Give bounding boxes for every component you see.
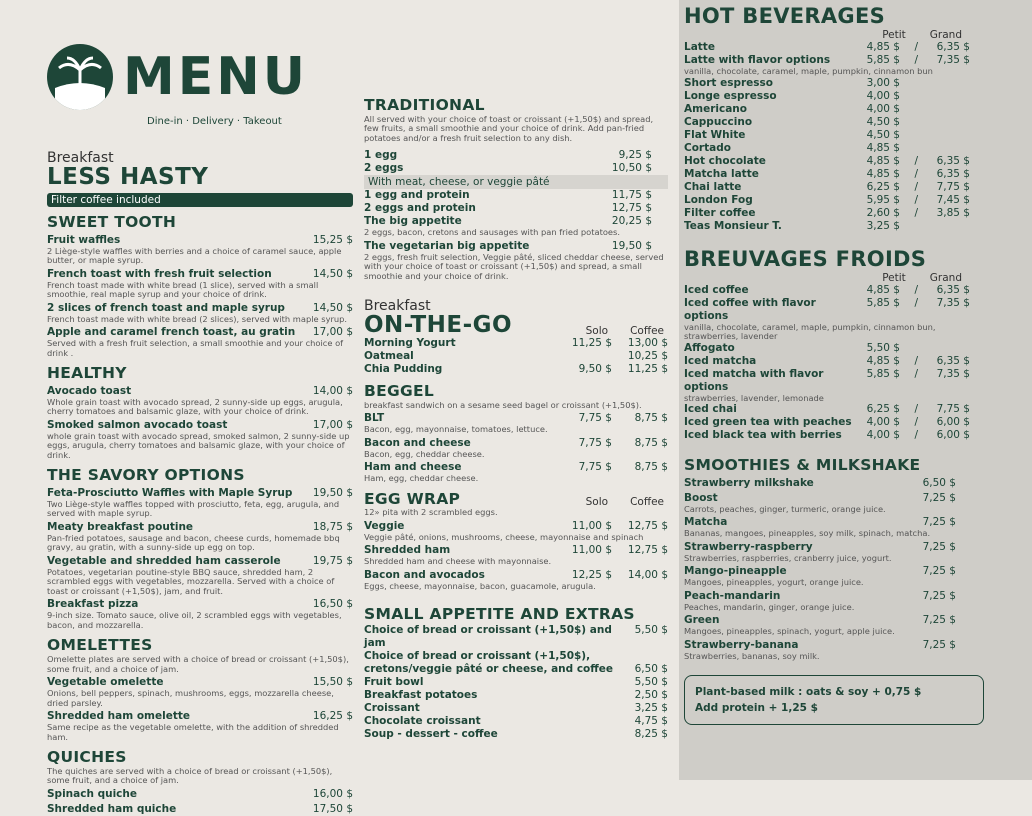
menu-item: Ham and cheese 7,75 $ 8,75 $ Ham, egg, cheddar cheese. (364, 461, 668, 484)
item-price: 7,25 $ (922, 540, 956, 553)
price-grand: 7,35 $ (936, 367, 970, 380)
smoothie-item: Matcha 7,25 $ Bananas, mangoes, pineapples, soy milk, spinach, matcha. (684, 516, 970, 539)
left-column: MENU Dine-in · Delivery · Takeout Breakfast LESS HASTY Filter coffee included SWEET TOOTH Fruit waffles 15,25 $ 2 Liège-style waffles with berries and a choice of caramel sauce, apple butter, or maple syrup. French toast with fresh fruit selection 14,50 $ French toast made with white bread (1 slice), served with a small smoothie, real maple syrup and your choice of drink. 2 slices of french toast and maple syrup 14,50 $ French toast made with white bread (2 slices), served with maple syrup. Apple and caramel french toast, au gratin 17,00 $ Served with a fresh fruit selection, a small smoothie and your choice of drink . HEALTHY Avocado toast 14,00 $ Whole grain toast with avocado spread, 2 sunny-side up eggs, arugula, cherry tomatoes and balsamic glaze, with your choice of drink. Smoked salmon avocado toast 17,00 $ whole grain toast with avocado spread, smoked salmon, 2 sunny-side up eggs, arugula, cherry tomatoes and balsamic glaze, with your choice of drink. THE SAVORY OPTIONS Feta-Prosciutto Waffles with Maple Syrup 19,50 $ Two Liège-style waffles topped with prosciutto, feta, egg, arugula, and served with maple syrup. Meaty breakfast poutine 18,75 $ Pan-fried potatoes, sausage and bacon, cheese curds, homemade bbq gravy, au gratin, with a sunny-side up egg on top. Vegetable and shredded ham casserole 19,75 $ Potatoes, vegetarian poutine-style BBQ sauce, shredded ham, 2 scrambled eggs with vegetables, mozzarella. Served with a choice of toast or croissant (+1,50$), jam, and fruit. Breakfast pizza 16,50 $ 9-inch size. Tomato sauce, olive oil, 2 scrambled eggs with vegetables, bacon, and mozzarella. OMELETTES Omelette plates are served with a choice of bread or croissant (+1,50$), some fruit, and a choice of jam. Vegetable omelette 15,50 $ Onions, bell peppers, spinach, mushrooms, eggs, mozzarella cheese, dried parsley. Shredded ham omelette 16,25 $ Same recipe as the vegetable omelette, with the addition of shredded ham. QUICHES The quiches are served with a choice of bread or croissant (+1,50$), some fruit, and a choice of jam. Spinach quiche 16,00 $ Shredded ham quiche 17,50 $ (47, 0, 353, 816)
filter-coffee-bar: Filter coffee included (47, 193, 353, 207)
hot-list (684, 41, 970, 233)
item-name: London Fog (684, 193, 753, 206)
savory-title: THE SAVORY OPTIONS (47, 466, 245, 485)
item-name: Strawberry-banana (684, 638, 799, 651)
menu-item (47, 788, 353, 801)
item-price: 7,25 $ (922, 638, 956, 651)
price-grand: 7,75 $ (936, 180, 970, 193)
small-title: SMALL APPETITE AND EXTRAS (364, 605, 635, 624)
item-name: Spinach quiche (47, 787, 138, 800)
menu-item: Morning Yogurt 11,25 $ 13,00 $ (364, 337, 668, 350)
beverage-item (684, 129, 970, 142)
menu-item: French toast with fresh fruit selection 14,50 $ French toast made with white bread (1 slice), served with a small smoothie, real maple syrup and your choice of drink. (47, 267, 353, 300)
item-name: Peach-mandarin (684, 589, 781, 602)
item-price: 17,00 $ (312, 326, 353, 339)
price-petit: 5,85 $ (866, 54, 900, 67)
menu-item: 2 slices of french toast and maple syrup 14,50 $ French toast made with white bread (2 slices), served with maple syrup. (47, 301, 353, 324)
middle-column: TRADITIONAL All served with your choice of toast or croissant (+1,50$) and spread, few fruits, a small smoothie and your choice of drink. Add pan-fried potatoes and/or a fresh fruit selection to any dish. 1 egg 9,25 $ 2 eggs 10,50 $ With meat, cheese, or veggie pâté 1 egg and protein 11,75 $ 2 eggs and protein 12,75 $ The big appetite 20,25 $ 2 eggs, bacon, cretons and sausages with pan fried potatoes. The vegetarian big appetite 19,50 $ 2 eggs, fresh fruit selection, Veggie pâté, sliced cheddar cheese, served with your choice of toast or croissant (+1,50$) and spread, a small smoothie and your choice of drink. Breakfast ON-THE-GO Solo Coffee Morning Yogurt 11,25 $ 13,00 $ Oatmeal 10,25 $ Chia Pudding 9,50 $ 11,25 $ BEGGEL breakfast sandwich on a sesame seed bagel or croissant (+1,50$). BLT 7,75 $ 8,75 $ Bacon, egg, mayonnaise, tomatoes, lettuce. Bacon and cheese 7,75 $ 8,75 $ Bacon, egg, cheddar cheese. Ham and cheese 7,75 $ 8,75 $ Ham, egg, cheddar cheese. EGG WRAP Solo Coffee 12» pita with 2 scrambled eggs. Veggie 11,00 $ 12,75 $ Veggie pâté, onions, mushrooms, cheese, mayonnaise and spinach Shredded ham 11,00 $ 12,75 $ Shredded ham and cheese with mayonnaise. Bacon and avocados 12,25 $ 14,00 $ Eggs, cheese, mayonnaise, bacon, guacamole, arugula. SMALL APPETITE AND EXTRAS Choice of bread or croissant (+1,50$) and jam 5,50 $ Choice of bread or croissant (+1,50$), cretons/veggie pâté or cheese, and coffee 6,50 $ Fruit bowl 5,50 $ Breakfast potatoes 2,50 $ Croissant 3,25 $ Chocolate croissant 4,75 $ Soup - dessert - coffee 8,25 $ (364, 96, 668, 741)
price-petit: 2,60 $ (866, 206, 900, 219)
menu-item: Croissant 3,25 $ (364, 702, 668, 715)
beverage-item: Iced matcha 4,85 $ / 6,35 $ (684, 354, 970, 367)
beverage-item: Latte with flavor options 5,85 $ / 7,35 $ vanilla, chocolate, caramel, maple, pumpkin, cinnamon bun (684, 54, 970, 77)
cold-list (684, 284, 970, 443)
smoothie-item: Strawberry-banana 7,25 $ Strawberries, bananas, soy milk. (684, 639, 970, 662)
menu-item: Smoked salmon avocado toast 17,00 $ whole grain toast with avocado spread, smoked salmon, 2 sunny-side up eggs, arugula, cherry tomatoes and balsamic glaze, with your choice of drink. (47, 418, 353, 460)
sweet-title: SWEET TOOTH (47, 213, 177, 232)
item-name: Strawberry milkshake (684, 476, 814, 489)
item-name: Flat White (684, 128, 746, 141)
smoothie-item: Green 7,25 $ Mangoes, pineapples, spinach, yogurt, apple juice. (684, 614, 970, 637)
item-name: Smoked salmon avocado toast (47, 418, 228, 431)
item-name: Iced matcha with flavor options (684, 367, 824, 393)
traditional-title: TRADITIONAL (364, 96, 485, 114)
price-grand: 6,00 $ (936, 429, 970, 442)
item-name: Filter coffee (684, 206, 756, 219)
price-grand: 7,45 $ (936, 193, 970, 206)
item-price: 18,75 $ (312, 520, 353, 533)
smoothie-item: Mango-pineapple 7,25 $ Mangoes, pineapples, yogurt, orange juice. (684, 565, 970, 588)
menu-item: Breakfast pizza 16,50 $ 9-inch size. Tomato sauce, olive oil, 2 scrambled eggs with vegetables, bacon, and mozzarella. (47, 598, 353, 630)
item-name: Longe espresso (684, 89, 777, 102)
price-petit: 6,25 $ (866, 180, 900, 193)
price-petit: 4,85 $ (866, 283, 900, 296)
menu-item: Shredded ham omelette 16,25 $ Same recipe as the vegetable omelette, with the addition of shredded ham. (47, 710, 353, 742)
item-name: Matcha latte (684, 167, 759, 180)
beverage-item (684, 103, 970, 116)
menu-item: Veggie 11,00 $ 12,75 $ Veggie pâté, onions, mushrooms, cheese, mayonnaise and spinach (364, 519, 668, 542)
menu-item: 2 eggs 10,50 $ (364, 162, 652, 175)
logo (47, 44, 353, 110)
price-grand: 6,35 $ (936, 354, 970, 367)
item-price: 15,25 $ (312, 233, 353, 246)
menu-item: Shredded ham 11,00 $ 12,75 $ Shredded ham and cheese with mayonnaise. (364, 544, 668, 567)
menu-item: BLT 7,75 $ 8,75 $ Bacon, egg, mayonnaise, tomatoes, lettuce. (364, 412, 668, 435)
menu-item: Choice of bread or croissant (+1,50$), cretons/veggie pâté or cheese, and coffee 6,50 $ (364, 650, 668, 676)
item-name: Breakfast pizza (47, 598, 139, 611)
price-grand (926, 129, 970, 142)
beverage-item: Matcha latte 4,85 $ / 6,35 $ (684, 167, 970, 180)
item-name: Iced coffee (684, 283, 749, 296)
price-petit: 4,85 $ (866, 167, 900, 180)
beverage-item (684, 142, 970, 155)
item-price: 16,00 $ (312, 787, 353, 800)
item-name: Strawberry-raspberry (684, 540, 813, 553)
menu-item: Fruit waffles 15,25 $ 2 Liège-style waffles with berries and a choice of caramel sauce, apple butter, or maple syrup. (47, 233, 353, 266)
item-name: Latte (684, 41, 715, 54)
price-grand (926, 116, 970, 129)
omelettes-title: OMELETTES (47, 636, 153, 655)
item-name: Apple and caramel french toast, au gratin (47, 326, 296, 339)
item-price: 7,25 $ (922, 516, 956, 529)
tagline: Dine-in · Delivery · Takeout (147, 116, 282, 127)
item-price: 7,25 $ (922, 491, 956, 504)
smoothies-title: SMOOTHIES & MILKSHAKE (684, 456, 921, 475)
item-price: 16,50 $ (312, 598, 353, 611)
extras-box: Plant-based milk : oats & soy + 0,75 $ Add protein + 1,25 $ (684, 675, 984, 725)
beverage-item: Iced matcha with flavor options 5,85 $ / 7,35 $ strawberries, lavender, lemonade (684, 367, 970, 403)
price-grand (926, 77, 970, 90)
item-name: Boost (684, 491, 718, 504)
price-petit: 4,85 $ (866, 354, 900, 367)
beverage-item: Chai latte 6,25 $ / 7,75 $ (684, 180, 970, 193)
price-grand: 3,85 $ (936, 206, 970, 219)
item-name: Fruit waffles (47, 233, 121, 246)
menu-item: 1 egg and protein 11,75 $ (364, 189, 652, 202)
item-price: 7,25 $ (922, 565, 956, 578)
price-grand: 6,35 $ (936, 41, 970, 54)
item-price: 14,50 $ (312, 301, 353, 314)
beverage-item (684, 220, 970, 233)
menu-item: Breakfast potatoes 2,50 $ (364, 689, 668, 702)
item-name: Iced chai (684, 403, 737, 416)
item-name: Iced green tea with peaches (684, 416, 852, 429)
item-price: 19,50 $ (312, 486, 353, 499)
palm-logo-icon (47, 44, 113, 110)
menu-item: Chia Pudding 9,50 $ 11,25 $ (364, 363, 668, 376)
price-grand: 7,35 $ (936, 54, 970, 67)
price-grand: 7,35 $ (936, 296, 970, 309)
item-name: French toast with fresh fruit selection (47, 267, 272, 280)
price-grand (926, 342, 970, 355)
item-name: Latte with flavor options (684, 54, 831, 67)
item-name: Green (684, 614, 720, 627)
menu-item: Feta-Prosciutto Waffles with Maple Syrup 19,50 $ Two Liège-style waffles topped with prosciutto, feta, egg, arugula, and served with maple syrup. (47, 486, 353, 519)
item-name: Cappuccino (684, 115, 753, 128)
beverage-item: Iced chai 6,25 $ / 7,75 $ (684, 403, 970, 416)
section-subtitle: Breakfast (47, 150, 114, 166)
item-name: Iced black tea with berries (684, 429, 842, 442)
price-petit: 4,00 $ (866, 89, 900, 102)
item-name: Chai latte (684, 180, 742, 193)
beverage-item: London Fog 5,95 $ / 7,45 $ (684, 193, 970, 206)
price-petit: 4,85 $ (866, 154, 900, 167)
menu-item (47, 803, 353, 816)
menu-item: Soup - dessert - coffee 8,25 $ (364, 728, 668, 741)
item-name: Iced matcha (684, 354, 757, 367)
hot-title: HOT BEVERAGES (684, 4, 886, 28)
item-price: 6,50 $ (922, 476, 956, 489)
beverage-item: Iced coffee with flavor options 5,85 $ / 7,35 $ vanilla, chocolate, caramel, maple, pumpkin, cinnamon bun, strawberries, lavender (684, 296, 970, 342)
price-petit: 3,00 $ (866, 76, 900, 89)
price-grand (926, 103, 970, 116)
section-subtitle: Breakfast (364, 298, 431, 315)
menu-title: MENU (123, 47, 309, 107)
item-price: 14,50 $ (312, 267, 353, 280)
beggel-title: BEGGEL (364, 382, 435, 401)
item-name: Matcha (684, 516, 728, 529)
price-grand (926, 142, 970, 155)
item-name: Teas Monsieur T. (684, 219, 782, 232)
meat-options-bar: With meat, cheese, or veggie pâté (364, 175, 668, 189)
item-name: Americano (684, 102, 747, 115)
menu-item: Fruit bowl 5,50 $ (364, 676, 668, 689)
item-name: Vegetable omelette (47, 676, 164, 689)
right-column: HOT BEVERAGES Petit Grand Latte 4,85 $ / 6,35 $ Latte with flavor options 5,85 $ / 7,35 $ vanilla, chocolate, caramel, maple, pumpkin, cinnamon bun Short espresso 3,00 $ Longe espresso 4,00 $ Americano 4,00 $ Cappuccino 4,50 $ Flat White 4,50 $ Cortado 4,85 $ Hot chocolate 4,85 $ / 6,35 $ Matcha latte 4,85 $ / 6,35 $ Chai latte 6,25 $ / 7,75 $ London Fog 5,95 $ / 7,45 $ Filter coffee 2,60 $ / 3,85 $ Teas Monsieur T. 3,25 $ BREUVAGES FROIDS Petit Grand Iced coffee 4,85 $ / 6,35 $ Iced coffee with flavor options 5,85 $ / 7,35 $ vanilla, chocolate, caramel, maple, pumpkin, cinnamon bun, strawberries, lavender Affogato 5,50 $ Iced matcha 4,85 $ / 6,35 $ Iced matcha with flavor options 5,85 $ / 7,35 $ strawberries, lavender, lemonade Iced chai 6,25 $ / 7,75 $ Iced green tea with peaches 4,00 $ / 6,00 $ Iced black tea with berries 4,00 $ / 6,00 $ SMOOTHIES & MILKSHAKE Strawberry milkshake 6,50 $ Boost 7,25 $ Carrots, peaches, ginger, turmeric, orange juice. Matcha 7,25 $ Bananas, mangoes, pineapples, soy milk, spinach, matcha. Strawberry-raspberry 7,25 $ Strawberries, raspberries, cranberry juice, yogurt. Mango-pineapple 7,25 $ Mangoes, pineapples, yogurt, orange juice. Peach-mandarin 7,25 $ Peaches, mandarin, ginger, orange juice. Green 7,25 $ Mangoes, pineapples, spinach, yogurt, apple juice. Strawberry-banana 7,25 $ Strawberries, bananas, soy milk. Plant-based milk : oats & soy + 0,75 $ Add protein + 1,25 $ (679, 0, 1032, 780)
price-grand: 6,35 $ (936, 154, 970, 167)
beverage-item (684, 342, 970, 355)
beverage-item (684, 116, 970, 129)
menu-item: Bacon and avocados 12,25 $ 14,00 $ Eggs, cheese, mayonnaise, bacon, guacamole, arugula. (364, 568, 668, 591)
beverage-item: Hot chocolate 4,85 $ / 6,35 $ (684, 154, 970, 167)
item-price: 14,00 $ (312, 384, 353, 397)
price-petit: 5,95 $ (866, 193, 900, 206)
item-name: Cortado (684, 141, 731, 154)
item-price: 7,25 $ (922, 589, 956, 602)
price-petit: 3,25 $ (866, 219, 900, 232)
item-name: Short espresso (684, 76, 774, 89)
price-grand: 6,35 $ (936, 167, 970, 180)
price-petit: 4,85 $ (866, 141, 900, 154)
menu-item: 2 eggs and protein 12,75 $ (364, 202, 652, 215)
beverage-item: Latte 4,85 $ / 6,35 $ (684, 41, 970, 54)
menu-item: Bacon and cheese 7,75 $ 8,75 $ Bacon, egg, cheddar cheese. (364, 436, 668, 459)
menu-item: Vegetable and shredded ham casserole 19,75 $ Potatoes, vegetarian poutine-style BBQ sauce, shredded ham, 2 scrambled eggs with vegetables, mozzarella. Served with a choice of toast or croissant (+1,50$), jam, and fruit. (47, 554, 353, 596)
smoothie-list (684, 477, 970, 662)
beverage-item: Iced green tea with peaches 4,00 $ / 6,00 $ (684, 416, 970, 429)
price-petit: 4,00 $ (866, 416, 900, 429)
menu-item: Avocado toast 14,00 $ Whole grain toast with avocado spread, 2 sunny-side up eggs, arugula, cherry tomatoes and balsamic glaze, with your choice of drink. (47, 384, 353, 417)
price-petit: 4,00 $ (866, 429, 900, 442)
cold-title: BREUVAGES FROIDS (684, 246, 927, 271)
item-name: Mango-pineapple (684, 565, 787, 578)
item-price: 16,25 $ (312, 710, 353, 723)
item-price: 17,50 $ (312, 802, 353, 815)
price-petit: 5,85 $ (866, 296, 900, 309)
price-grand (926, 220, 970, 233)
menu-item: Oatmeal 10,25 $ (364, 350, 668, 363)
price-grand: 6,00 $ (936, 416, 970, 429)
item-name: Feta-Prosciutto Waffles with Maple Syrup (47, 486, 293, 499)
beverage-item: Iced coffee 4,85 $ / 6,35 $ (684, 283, 970, 296)
price-grand: 6,35 $ (936, 283, 970, 296)
item-name: Vegetable and shredded ham casserole (47, 554, 281, 567)
beverage-item (684, 77, 970, 90)
price-petit: 4,00 $ (866, 102, 900, 115)
smoothie-item (684, 477, 970, 490)
item-name: Avocado toast (47, 384, 132, 397)
healthy-title: HEALTHY (47, 364, 127, 383)
beverage-item: Filter coffee 2,60 $ / 3,85 $ (684, 206, 970, 219)
smoothie-item: Strawberry-raspberry 7,25 $ Strawberries, raspberries, cranberry juice, yogurt. (684, 541, 970, 564)
menu-item: Meaty breakfast poutine 18,75 $ Pan-fried potatoes, sausage and bacon, cheese curds, homemade bbq gravy, au gratin, with a sunny-side up egg on top. (47, 520, 353, 553)
item-price: 15,50 $ (312, 676, 353, 689)
menu-item: The big appetite 20,25 $ (364, 215, 652, 228)
price-petit: 6,25 $ (866, 403, 900, 416)
price-petit: 4,85 $ (866, 41, 900, 54)
item-name: Meaty breakfast poutine (47, 520, 194, 533)
price-petit: 4,50 $ (866, 128, 900, 141)
price-petit: 5,50 $ (866, 341, 900, 354)
item-name: Affogato (684, 341, 735, 354)
item-price: 17,00 $ (312, 418, 353, 431)
item-price: 19,75 $ (312, 554, 353, 567)
smoothie-item: Boost 7,25 $ Carrots, peaches, ginger, turmeric, orange juice. (684, 492, 970, 515)
menu-item: Chocolate croissant 4,75 $ (364, 715, 668, 728)
menu-item: 1 egg 9,25 $ (364, 149, 652, 162)
price-grand: 7,75 $ (936, 403, 970, 416)
item-name: Shredded ham omelette (47, 710, 190, 723)
item-name: Iced coffee with flavor options (684, 296, 816, 322)
quiches-title: QUICHES (47, 748, 127, 767)
price-petit: 5,85 $ (866, 367, 900, 380)
price-grand (926, 90, 970, 103)
price-petit: 4,50 $ (866, 115, 900, 128)
item-name: 2 slices of french toast and maple syrup (47, 301, 285, 314)
menu-item: Vegetable omelette 15,50 $ Onions, bell peppers, spinach, mushrooms, eggs, mozzarella cheese, dried parsley. (47, 676, 353, 708)
item-price: 7,25 $ (922, 614, 956, 627)
menu-item: The vegetarian big appetite 19,50 $ (364, 239, 652, 252)
smoothie-item: Peach-mandarin 7,25 $ Peaches, mandarin, ginger, orange juice. (684, 590, 970, 613)
section-title: ON-THE-GO (364, 312, 513, 339)
item-name: Shredded ham quiche (47, 802, 177, 815)
wrap-title: EGG WRAP (364, 489, 461, 508)
menu-item: Choice of bread or croissant (+1,50$) and jam 5,50 $ (364, 624, 668, 650)
menu-item: Apple and caramel french toast, au gratin 17,00 $ Served with a fresh fruit selection, a small smoothie and your choice of drink . (47, 326, 353, 358)
item-name: Hot chocolate (684, 154, 766, 167)
section-title: LESS HASTY (47, 164, 209, 190)
beverage-item (684, 90, 970, 103)
beverage-item: Iced black tea with berries 4,00 $ / 6,00 $ (684, 429, 970, 442)
